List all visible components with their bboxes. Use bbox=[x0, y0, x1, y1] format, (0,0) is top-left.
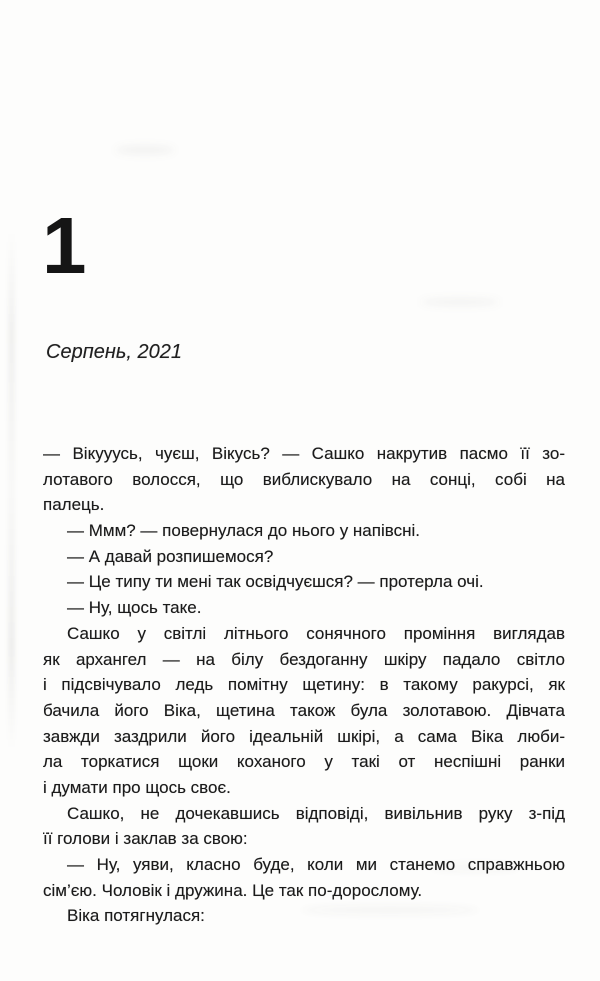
scan-smudge bbox=[420, 298, 500, 306]
scan-smudge bbox=[115, 145, 175, 155]
scan-edge-shadow bbox=[8, 230, 15, 750]
text-line: і думати про щось своє. bbox=[43, 777, 231, 797]
text-line: — Ммм? — повернулася до нього у напівсні. bbox=[67, 521, 420, 541]
text-line: ла торкатися щоки коханого у такі от неспішні ранки bbox=[43, 752, 565, 772]
text-line: завжди заздрили його ідеальній шкірі, а сама Віка люби- bbox=[43, 726, 565, 746]
text-line: — Це типу ти мені так освідчуєшся? — протерла очі. bbox=[67, 572, 484, 592]
text-line: сім’єю. Чоловік і дружина. Це так по-дорослому. bbox=[43, 880, 423, 900]
text-line: бачила його Віка, щетина також була золотавою. Дівчата bbox=[43, 700, 565, 720]
text-line: — Ну, уяви, класно буде, коли ми станемо справжньою bbox=[67, 855, 565, 874]
chapter-number: 1 bbox=[42, 201, 85, 290]
text-line: як архангел — на білу бездоганну шкіру падало світло bbox=[43, 649, 565, 669]
text-line: — Ну, щось таке. bbox=[67, 598, 202, 618]
text-line: Сашко, не дочекавшись відповіді, вивільнив руку з-під bbox=[67, 803, 565, 823]
text-line: Сашко у світлі літнього сонячного проміння виглядав bbox=[67, 623, 565, 643]
body-text bbox=[43, 441, 565, 929]
text-line: — А давай розпишемося? bbox=[67, 546, 274, 566]
text-line: і підсвічувало ледь помітну щетину: в такому ракурсі, як bbox=[43, 675, 565, 695]
chapter-date-line: Серпень, 2021 bbox=[46, 341, 182, 363]
text-line: — Вікууусь, чуєш, Вікусь? — Сашко накрутив пасмо її зо- bbox=[43, 444, 565, 463]
text-line: Віка потягнулася: bbox=[67, 906, 205, 926]
text-line: її голови і заклав за свою: bbox=[43, 829, 248, 849]
text-line: палець. bbox=[43, 495, 105, 515]
text-line: лотавого волосся, що виблискувало на сонці, собі на bbox=[43, 469, 565, 489]
